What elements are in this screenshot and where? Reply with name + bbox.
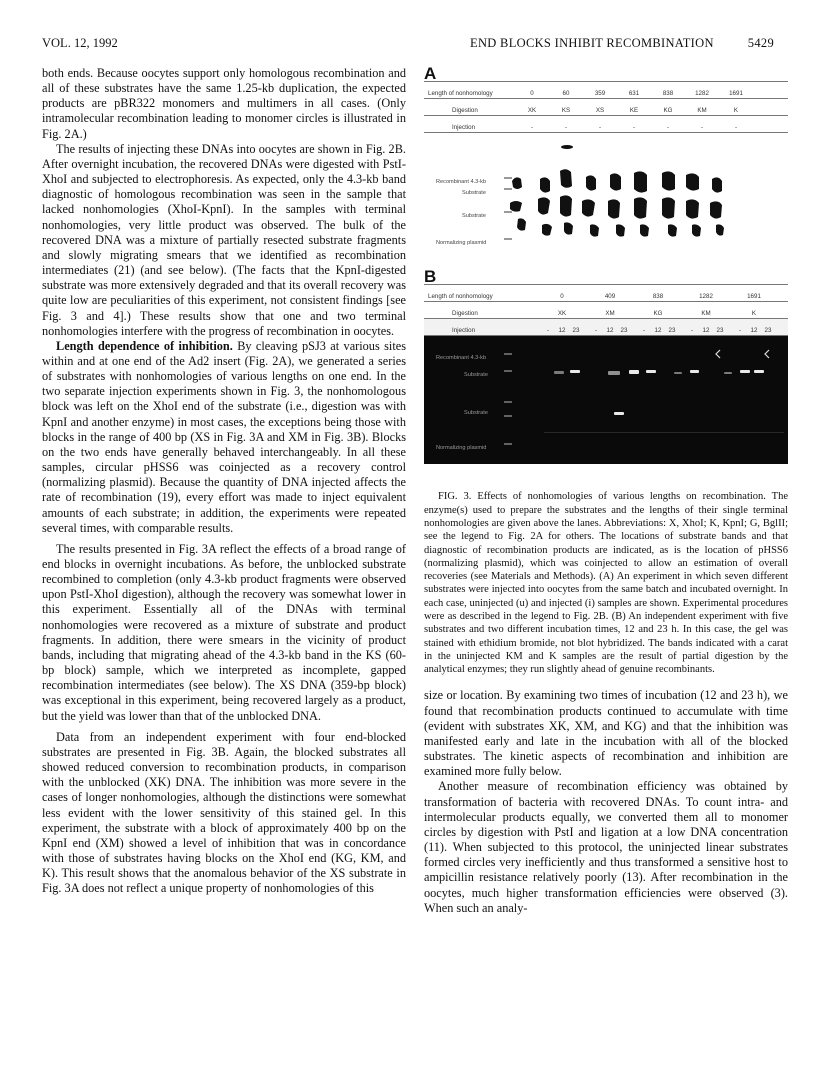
caption-label: FIG. 3. xyxy=(438,491,472,503)
band-label: Substrate xyxy=(462,213,486,220)
length-cell: 1282 xyxy=(695,90,709,98)
band-label: Substrate xyxy=(464,372,488,379)
injection-cell: - xyxy=(666,124,670,132)
band-label: Normalizing plasmid xyxy=(436,240,487,247)
injection-cell: - xyxy=(546,327,550,335)
figure-caption xyxy=(424,490,788,676)
digestion-cell: KE xyxy=(629,107,639,115)
digestion-cell: K xyxy=(733,107,739,115)
injection-cell: - xyxy=(690,327,694,335)
injection-cell: 23 xyxy=(764,327,772,335)
band-label: Substrate xyxy=(462,190,486,197)
panel-letter: B xyxy=(424,267,437,287)
band-label: Normalizing plasmid xyxy=(436,445,487,452)
gel-image-b xyxy=(424,336,788,464)
digestion-cell: KM xyxy=(697,107,707,115)
digestion-cell: K xyxy=(751,310,757,318)
length-cell: 1282 xyxy=(699,293,713,301)
injection-cell: - xyxy=(700,124,704,132)
page-header xyxy=(42,36,774,54)
injection-cell: 23 xyxy=(572,327,580,335)
page-number: 5429 xyxy=(747,36,774,50)
injection-cell: 12 xyxy=(654,327,662,335)
row-label: Digestion xyxy=(452,107,478,115)
panel-letter: A xyxy=(424,64,437,83)
digestion-cell: XK xyxy=(527,107,537,115)
gel-image-a xyxy=(424,141,788,269)
injection-cell: 12 xyxy=(558,327,566,335)
injection-cell: - xyxy=(598,124,602,132)
length-cell: 0 xyxy=(530,90,534,98)
injection-cell: 12 xyxy=(606,327,614,335)
paragraph: The results of injecting these DNAs into oocytes are shown in Fig. 2B. After overnight incubation, the recovered DNAs were digested with PstI-XhoI and subjected to electrophoresis. As expected, only the 4.3-kb band diagnostic of homologous recombination was seen in the sample that lacked nonhomologies (XhoI-KpnI). In the samples with terminal nonhomologies, very little product was observed. The bulk of the recovered DNA was a mixture of partially resected substrate fragments and slowly migrating smears that we identified as recombination intermediates (21) (and see below). (The facts that the KpnI-digested substrate was more extensively degraded and that its overall recovery was quite low are peculiarities of this experiment, not consistent findings [see Fig. 3 and 4].) These results show that one and two terminal nonhomologies interfere with the progress of recombination in oocytes. xyxy=(42,141,406,338)
length-cell: 838 xyxy=(652,293,664,301)
injection-cell: - xyxy=(734,124,738,132)
length-cell: 60 xyxy=(562,90,570,98)
injection-cell: - xyxy=(594,327,598,335)
paragraph: The results presented in Fig. 3A reflect the effects of a broad range of end blocks in overnight incubations. As before, the unblocked substrate recombined to completion (only 4.3-kb product fragments were observed upon PstI-XhoI digestion), although the recovery was somewhat lower in this experiment. Essentially all of the DNAs with terminal nonhomologies were recovered as a mixture of substrate and product fragments. In addition, there were smears in the vicinity of product bands, including that migrating ahead of the 4.3-kb band in the KS (60-bp block) sample, which we interpreted as incomplete, gapped recombination intermediates (see below). The XS DNA (359-bp block) was exceptional in this experiment, being recovered largely as a product, but the yield was lower than that of the unblocked DNA. xyxy=(42,541,406,723)
length-cell: 1691 xyxy=(729,90,743,98)
paragraph: Data from an independent experiment with four end-blocked substrates are presented in Fig. 3B. Again, the blocked substrates all showed reduced conversion to recombination products, in comparison with the unblocked (XK) DNA. The inhibition was more severe in the cases of longer nonhomologies, although the distinctions were somewhat less evident with the lower sensitivity of this stained gel. In this experiment, the substrate with a block of approximately 400 bp on the KpnI end (XM) showed a level of inhibition that was in concordance with those of substrates having blocks on the XhoI end (KG, KM, and K). This result shows that the anomalous behavior of the XS substrate in Fig. 3A does not reflect a unique property of nonhomologies of this xyxy=(42,729,406,896)
left-column xyxy=(42,66,406,896)
injection-cell: 12 xyxy=(702,327,710,335)
caption-text: Effects of nonhomologies of various lengths on recombination. The enzyme(s) used to prepare the substrates and the lengths of their single terminal nonhomologies are given above the lanes. Abbreviations: X, XhoI; K, KpnI; G, BglII; see the legend to Fig. 2A for others. The locations of substrate bands and that diagnostic of recombination products are indicated, as is the location of pHSS6 (normalizing plasmid), which was coinjected to allow an estimation of overall recoveries (see Materials and Methods). (A) An experiment in which seven different substrates were injected into oocytes from the same batch and incubated overnight. In each case, uninjected (u) and injected (i) samples are shown. Experimental procedures were as described in the legend to Fig. 2B. (B) An independent experiment with five substrates and two different incubation times, 12 and 23 h. In this case, the gel was stained with ethidium bromide, not blot hybridized. The bands indicated with a carat in the uninjected KM and K samples are the result of partial digestion by the analytical enzymes; they run slightly ahead of genuine recombinants. xyxy=(424,491,789,676)
paragraph-text: By cleaving pSJ3 at various sites within and at one end of the Ad2 insert (Fig. 2A), we generated a series of substrates with nonhomologies of various lengths on one end. In the two separate injection experiments shown in Fig. 3, the nonhomologous block was left on the XhoI end of the substrate (i.e., digestion was with KpnI and another enzyme) in most cases, the exceptions being those with blocks in the range of 400 bp (XS in Fig. 3A and XM in Fig. 3B). Blocks on the two ends have generally behaved interchangeably. In all these samples, circular pHSS6 was coinjected as a recovery control (normalizing plasmid). Because the quantity of DNA injected affects the rate of recombination (19), every effort was made to inject equivalent amounts of each substrate; in addition, the experiments were repeated several times, with comparable results. xyxy=(42,338,406,535)
digestion-cell: KM xyxy=(701,310,711,318)
injection-cell: 23 xyxy=(716,327,724,335)
row-label: Injection xyxy=(452,124,476,132)
length-cell: 409 xyxy=(604,293,616,301)
injection-cell: 23 xyxy=(668,327,676,335)
paragraph: Another measure of recombination efficiency was obtained by transformation of bacteria with recovered DNAs. To count intra- and intermolecular products equally, we converted them all to monomer circles by digestion with PstI and ligation at a low DNA concentration (11). When subjected to this protocol, the uninjected linear substrates formed circles very inefficiently and thus transformed a sensitive host to ampicillin resistance relatively poorly (13). After recombination in the oocytes, much higher transformation efficiencies were observed (3). When such an analy- xyxy=(424,779,788,915)
panel-b-table xyxy=(424,284,788,336)
paragraph: both ends. Because oocytes support only homologous recombination and all of these substrates have the same 1.25-kb duplication, the expected products are pBR322 monomers and multimers in all cases. (Only intramolecular recombination leading to monomer circles is illustrated in Fig. 2A.) xyxy=(42,66,406,141)
length-cell: 631 xyxy=(628,90,640,98)
figure-3 xyxy=(424,66,788,464)
running-title: END BLOCKS INHIBIT RECOMBINATION xyxy=(470,36,714,50)
row-label: Digestion xyxy=(452,310,478,318)
injection-cell: 12 xyxy=(750,327,758,335)
paragraph: size or location. By examining two times of incubation (12 and 23 h), we found that recombination products continued to accumulate with time (evident with substrates XK, XM, and KG) and that the inhibition was manifested early and late in the incubation with all of the blocked substrates. The kinetic aspects of recombination and inhibition are examined more fully below. xyxy=(424,688,788,779)
band-label: Substrate xyxy=(464,410,488,417)
row-label: Injection xyxy=(452,327,476,335)
injection-cell: - xyxy=(642,327,646,335)
digestion-cell: XK xyxy=(557,310,567,318)
section-heading: Length dependence of inhibition. xyxy=(56,338,233,353)
injection-cell: 23 xyxy=(620,327,628,335)
right-column xyxy=(424,66,788,916)
section-paragraph xyxy=(42,339,406,536)
length-cell: 838 xyxy=(662,90,674,98)
digestion-cell: KG xyxy=(653,310,663,318)
digestion-cell: KG xyxy=(663,107,673,115)
injection-cell: - xyxy=(530,124,534,132)
digestion-cell: KS xyxy=(561,107,571,115)
length-cell: 1691 xyxy=(747,293,761,301)
row-label: Length of nonhomology xyxy=(428,293,493,301)
length-cell: 0 xyxy=(560,293,564,301)
digestion-cell: XS xyxy=(595,107,605,115)
row-label: Length of nonhomology xyxy=(428,90,493,98)
band-label: Recombinant 4.3-kb xyxy=(436,355,487,362)
band-label: Recombinant 4.3-kb xyxy=(436,179,487,186)
panel-a-table xyxy=(424,81,788,133)
injection-cell: - xyxy=(564,124,568,132)
injection-cell: - xyxy=(738,327,742,335)
header-right xyxy=(436,36,774,51)
digestion-cell: XM xyxy=(605,310,615,318)
journal-volume: VOL. 12, 1992 xyxy=(42,36,118,50)
length-cell: 359 xyxy=(594,90,606,98)
injection-cell: - xyxy=(632,124,636,132)
